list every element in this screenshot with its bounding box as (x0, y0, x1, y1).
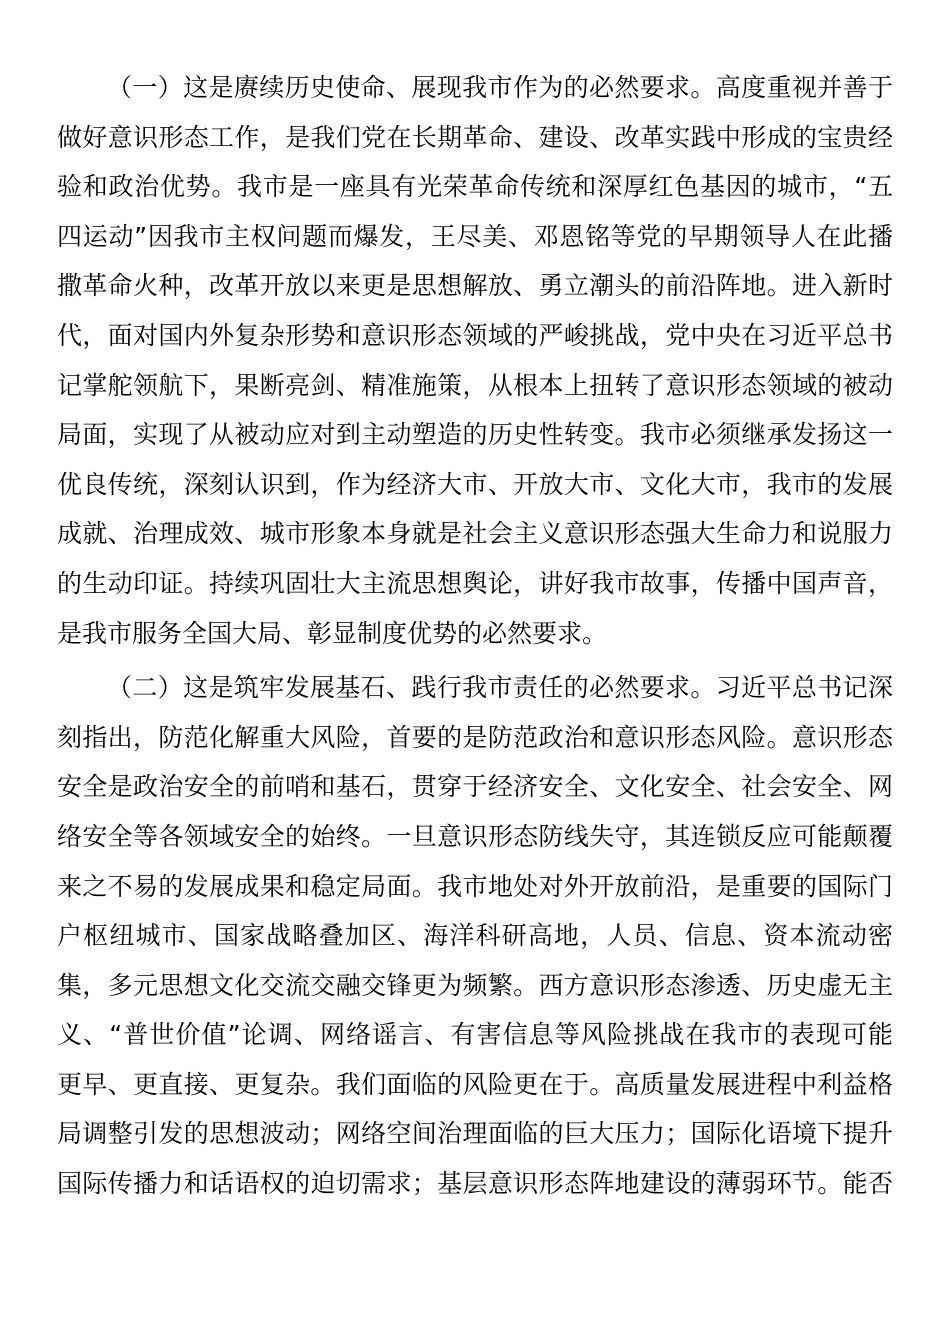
text-line: 成就、治理成效、城市形象本身就是社会主义意识形态强大生命力和说服力 (57, 519, 893, 549)
text-line: 更早、更直接、更复杂。我们面临的风险更在于。高质量发展进程中利益格 (57, 1069, 893, 1099)
text-line: 的生动印证。持续巩固壮大主流思想舆论，讲好我市故事，传播中国声音， (57, 568, 893, 598)
paragraph-2 (57, 663, 893, 1209)
text-line: 义、“普世价值”论调、网络谣言、有害信息等风险挑战在我市的表现可能 (57, 1020, 893, 1050)
text-line: 集，多元思想文化交流交融交锋更为频繁。西方意识形态渗透、历史虚无主 (57, 970, 893, 1000)
text-line: 局面，实现了从被动应对到主动塑造的历史性转变。我市必须继承发扬这一 (57, 420, 893, 450)
text-line: 优良传统，深刻认识到，作为经济大市、开放大市、文化大市，我市的发展 (57, 469, 893, 499)
text-line: 户枢纽城市、国家战略叠加区、海洋科研高地，人员、信息、资本流动密 (57, 921, 893, 951)
text-line: 络安全等各领域安全的始终。一旦意识形态防线失守，其连锁反应可能颠覆 (57, 821, 893, 851)
text-line: 四运动”因我市主权问题而爆发，王尽美、邓恩铭等党的早期领导人在此播 (57, 221, 893, 251)
text-line: 记掌舵领航下，果断亮剑、精准施策，从根本上扭转了意识形态领域的被动 (57, 370, 893, 400)
paragraph-1 (57, 63, 893, 658)
text-line: （二）这是筑牢发展基石、践行我市责任的必然要求。习近平总书记深 (107, 673, 893, 703)
text-line: 验和政治优势。我市是一座具有光荣革命传统和深厚红色基因的城市，“五 (57, 172, 893, 202)
text-line: 撒革命火种，改革开放以来更是思想解放、勇立潮头的前沿阵地。进入新时 (57, 271, 893, 301)
text-line: 局调整引发的思想波动；网络空间治理面临的巨大压力；国际化语境下提升 (57, 1119, 893, 1149)
text-line: 安全是政治安全的前哨和基石，贯穿于经济安全、文化安全、社会安全、网 (57, 772, 893, 802)
text-line: 做好意识形态工作，是我们党在长期革命、建设、改革实践中形成的宝贵经 (57, 122, 893, 152)
text-line: 刻指出，防范化解重大风险，首要的是防范政治和意识形态风险。意识形态 (57, 722, 893, 752)
text-line: 国际传播力和话语权的迫切需求；基层意识形态阵地建设的薄弱环节。能否 (57, 1169, 893, 1199)
text-line: 是我市服务全国大局、彰显制度优势的必然要求。 (57, 618, 608, 648)
text-line: 代，面对国内外复杂形势和意识形态领域的严峻挑战，党中央在习近平总书 (57, 320, 893, 350)
document-body (57, 63, 893, 1209)
text-line: （一）这是赓续历史使命、展现我市作为的必然要求。高度重视并善于 (107, 73, 893, 102)
text-line: 来之不易的发展成果和稳定局面。我市地处对外开放前沿，是重要的国际门 (57, 871, 893, 901)
